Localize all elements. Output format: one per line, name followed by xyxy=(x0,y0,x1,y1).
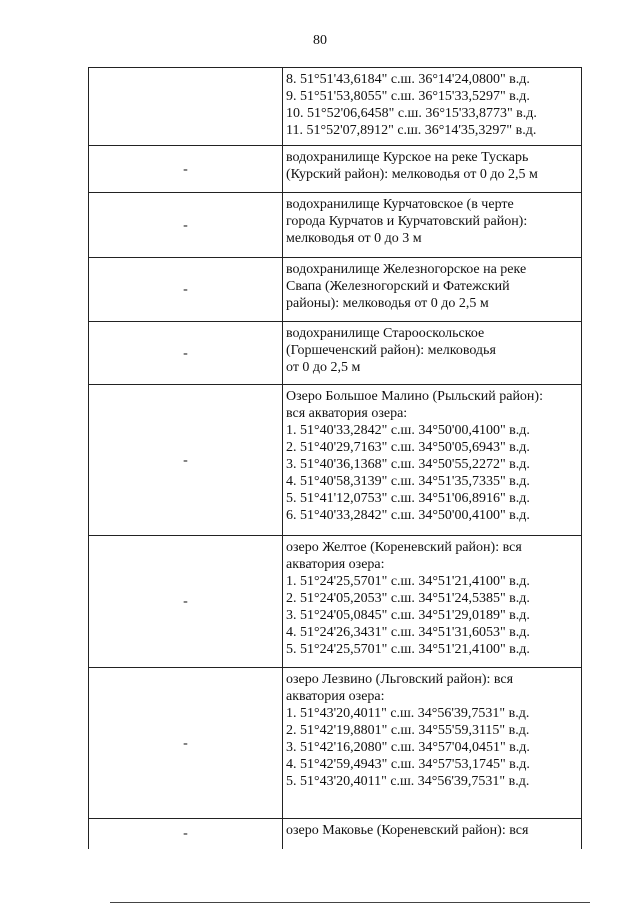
row-marker: - xyxy=(89,322,283,385)
text-line: 11. 51°52'07,8912" с.ш. 36°14'35,3297" в.д. xyxy=(286,123,537,138)
text-line: озеро Лезвино (Льговский район): вся xyxy=(286,672,514,687)
text-line: вся акватория озера: xyxy=(286,406,408,421)
row-text xyxy=(283,68,582,146)
text-line: 10. 51°52'06,6458" с.ш. 36°15'33,8773" в.д. xyxy=(286,106,537,121)
text-line: 4. 51°42'59,4943" с.ш. 34°57'53,1745" в.д. xyxy=(286,757,530,772)
table-row xyxy=(89,322,582,385)
text-line: акватория озера: xyxy=(286,689,385,704)
text-line: районы): мелководья от 0 до 2,5 м xyxy=(286,296,489,311)
text-line: 1. 51°43'20,4011" с.ш. 34°56'39,7531" в.д. xyxy=(286,706,530,721)
text-line: водохранилище Курчатовское (в черте xyxy=(286,197,514,212)
row-marker: - xyxy=(89,536,283,668)
text-line: от 0 до 2,5 м xyxy=(286,360,361,375)
text-line: 4. 51°40'58,3139" с.ш. 34°51'35,7335" в.д. xyxy=(286,474,530,489)
text-line: 5. 51°24'25,5701" с.ш. 34°51'21,4100" в.д. xyxy=(286,642,530,657)
row-marker xyxy=(89,68,283,146)
text-line: 3. 51°24'05,0845" с.ш. 34°51'29,0189" в.д. xyxy=(286,608,530,623)
text-line: 1. 51°24'25,5701" с.ш. 34°51'21,4100" в.д. xyxy=(286,574,530,589)
text-line: Свапа (Железногорский и Фатежский xyxy=(286,279,510,294)
text-line: 6. 51°40'33,2842" с.ш. 34°50'00,4100" в.д. xyxy=(286,508,530,523)
text-line: 3. 51°42'16,2080" с.ш. 34°57'04,0451" в.д. xyxy=(286,740,530,755)
text-line: 2. 51°40'29,7163" с.ш. 34°50'05,6943" в.д. xyxy=(286,440,530,455)
row-text xyxy=(283,322,582,385)
row-text xyxy=(283,193,582,258)
text-line: озеро Маковье (Кореневский район): вся xyxy=(286,823,529,838)
scan-edge-line xyxy=(110,902,590,903)
text-line: водохранилище Железногорское на реке xyxy=(286,262,527,277)
text-line: 5. 51°43'20,4011" с.ш. 34°56'39,7531" в.д. xyxy=(286,774,530,789)
text-line: акватория озера: xyxy=(286,557,385,572)
table-row xyxy=(89,536,582,668)
text-line: 1. 51°40'33,2842" с.ш. 34°50'00,4100" в.д. xyxy=(286,423,530,438)
row-text xyxy=(283,146,582,193)
text-line: 4. 51°24'26,3431" с.ш. 34°51'31,6053" в.д. xyxy=(286,625,530,640)
table-row xyxy=(89,193,582,258)
table-row xyxy=(89,668,582,819)
text-line: водохранилище Курское на реке Тускарь xyxy=(286,150,529,165)
table-row xyxy=(89,68,582,146)
table-row xyxy=(89,385,582,536)
text-line: Озеро Большое Малино (Рыльский район): xyxy=(286,389,543,404)
water-bodies-table xyxy=(88,67,582,849)
text-line: водохранилище Старооскольское xyxy=(286,326,485,341)
table-row xyxy=(89,819,582,849)
row-text xyxy=(283,385,582,536)
row-marker: - xyxy=(89,146,283,193)
text-line: озеро Желтое (Кореневский район): вся xyxy=(286,540,522,555)
row-marker: - xyxy=(89,193,283,258)
page-number: 80 xyxy=(313,33,327,48)
text-line: мелководья от 0 до 3 м xyxy=(286,231,422,246)
row-marker: - xyxy=(89,258,283,322)
text-line: (Курский район): мелководья от 0 до 2,5 м xyxy=(286,167,538,182)
text-line: города Курчатов и Курчатовский район): xyxy=(286,214,528,229)
text-line: (Горшеченский район): мелководья xyxy=(286,343,496,358)
text-line: 5. 51°41'12,0753" с.ш. 34°51'06,8916" в.д. xyxy=(286,491,530,506)
table-row xyxy=(89,146,582,193)
row-marker: - xyxy=(89,385,283,536)
row-marker: - xyxy=(89,819,283,849)
table-row xyxy=(89,258,582,322)
row-text xyxy=(283,819,582,849)
text-line: 2. 51°24'05,2053" с.ш. 34°51'24,5385" в.д. xyxy=(286,591,530,606)
text-line: 2. 51°42'19,8801" с.ш. 34°55'59,3115" в.д. xyxy=(286,723,530,738)
text-line: 3. 51°40'36,1368" с.ш. 34°50'55,2272" в.д. xyxy=(286,457,530,472)
row-text xyxy=(283,536,582,668)
row-text xyxy=(283,668,582,819)
text-line: 9. 51°51'53,8055" с.ш. 36°15'33,5297" в.д. xyxy=(286,89,530,104)
row-marker: - xyxy=(89,668,283,819)
row-text xyxy=(283,258,582,322)
text-line: 8. 51°51'43,6184" с.ш. 36°14'24,0800" в.д. xyxy=(286,72,530,87)
